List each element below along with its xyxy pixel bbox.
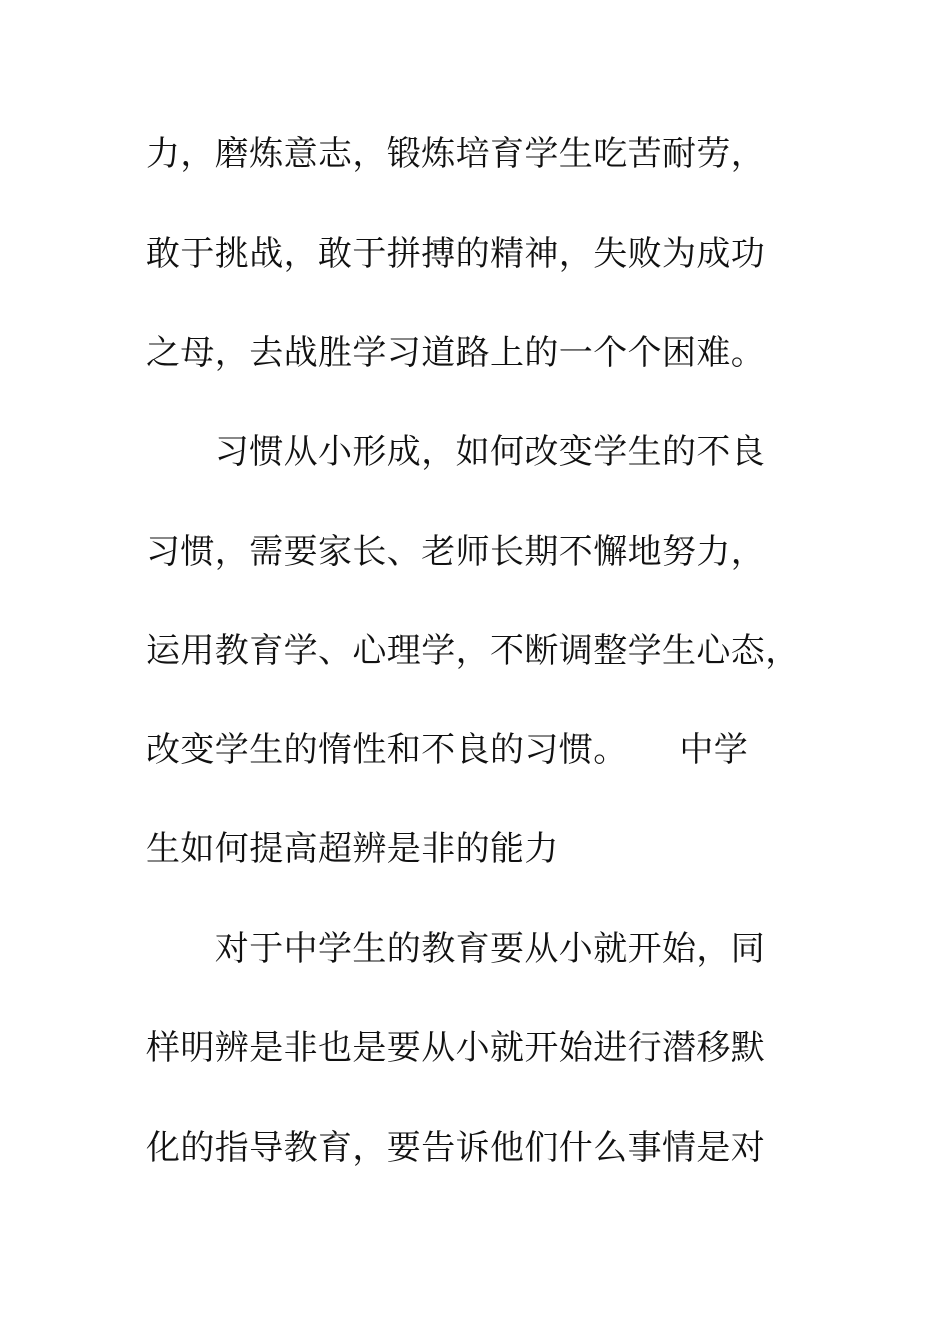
text-line: 习惯，需要家长、老师长期不懈地努力， bbox=[146, 532, 766, 572]
text-line: 样明辨是非也是要从小就开始进行潜移默 bbox=[146, 1028, 766, 1068]
text-line: 之母，去战胜学习道路上的一个个困难。 bbox=[146, 333, 766, 373]
text-line: 改变学生的惰性和不良的习惯。 中学 bbox=[146, 730, 749, 770]
paragraph-first-line: 对于中学生的教育要从小就开始，同 bbox=[146, 929, 766, 969]
text-line: 化的指导教育，要告诉他们什么事情是对 bbox=[146, 1128, 766, 1168]
text-line: 敢于挑战，敢于拼搏的精神，失败为成功 bbox=[146, 234, 766, 274]
text-line: 力，磨炼意志，锻炼培育学生吃苦耐劳， bbox=[146, 134, 766, 174]
heading-line: 生如何提高超辨是非的能力 bbox=[146, 829, 559, 869]
text-line: 运用教育学、心理学，不断调整学生心态， bbox=[146, 631, 800, 671]
paragraph-first-line: 习惯从小形成，如何改变学生的不良 bbox=[146, 432, 766, 472]
